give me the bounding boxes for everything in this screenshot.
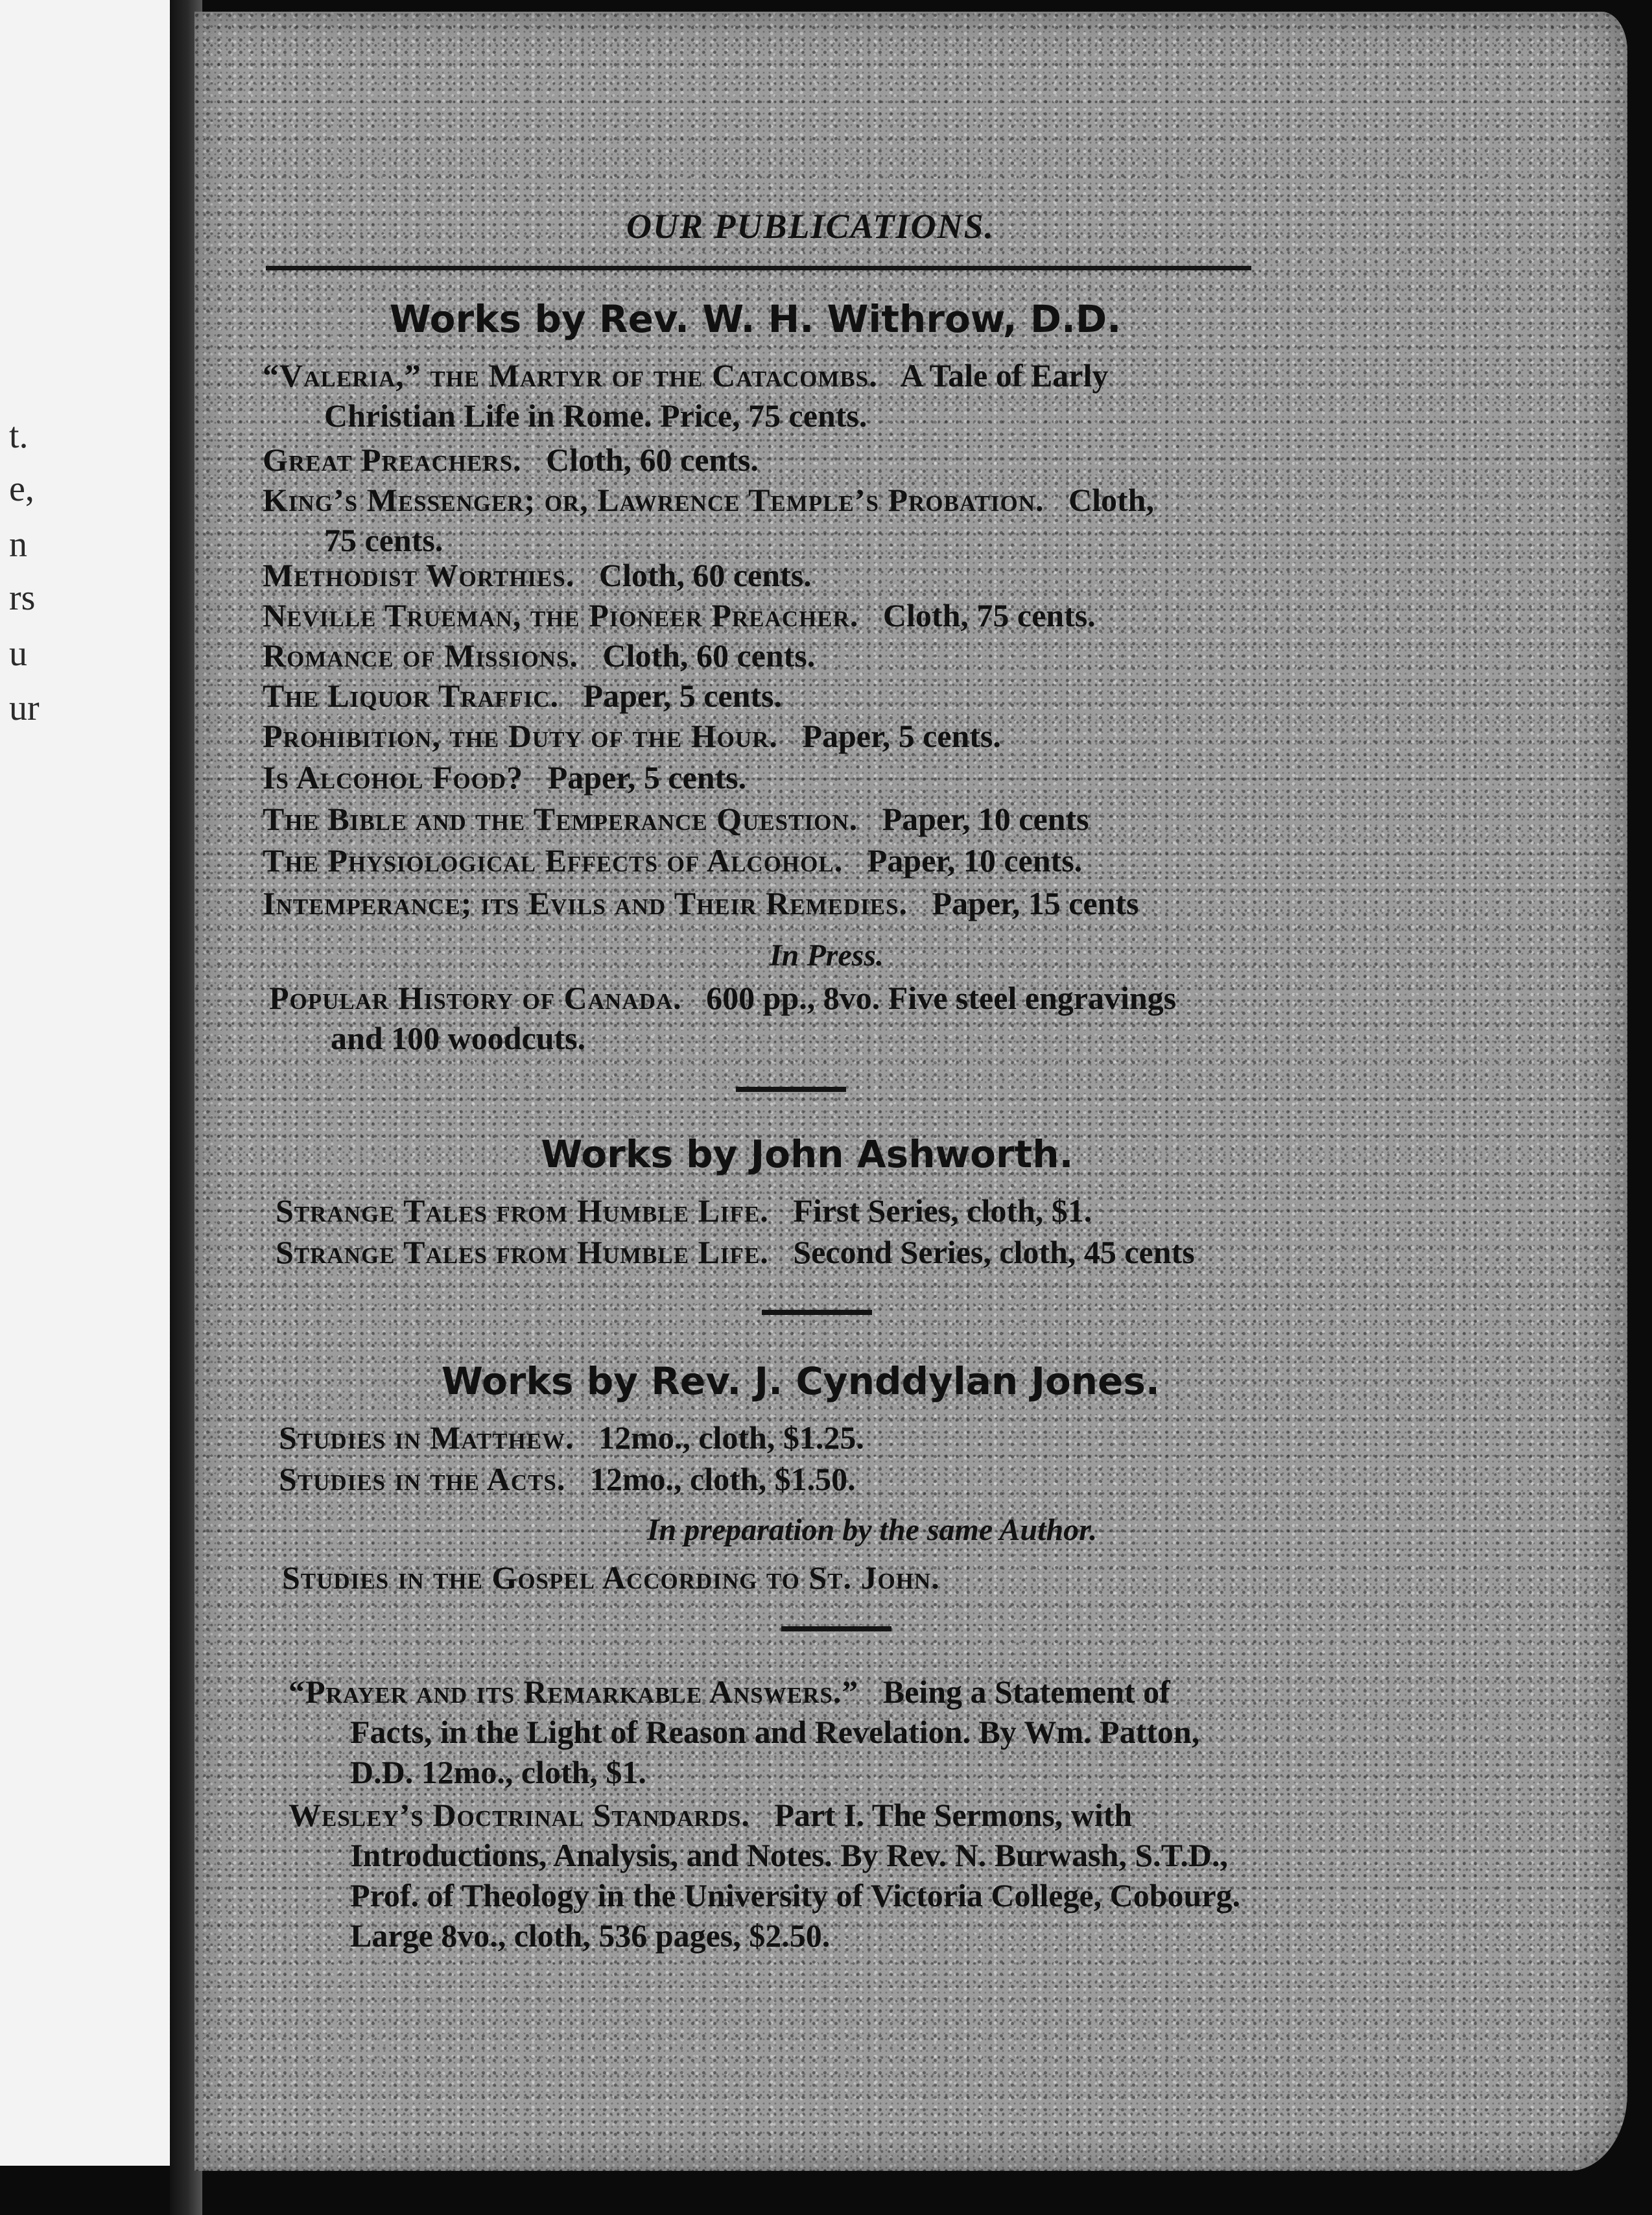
entry-title: Prohibition, the Duty of the Hour. <box>263 718 778 754</box>
running-head: OUR PUBLICATIONS. <box>626 207 995 246</box>
list-item <box>263 635 1456 676</box>
entry-title: Neville Trueman, the Pioneer Preacher. <box>263 597 859 634</box>
entry-desc: Cloth, 60 cents. <box>602 637 816 674</box>
list-item <box>263 555 1456 595</box>
entry-desc: 600 pp., 8vo. Five steel engravings <box>706 980 1177 1016</box>
facing-text-fragment: ur <box>9 688 40 728</box>
entry-title: “Valeria,” the Martyr of the Catacombs. <box>263 357 878 394</box>
list-item <box>263 676 1456 716</box>
entry-desc: Part I. The Sermons, with <box>774 1797 1133 1833</box>
entry-continuation: Introductions, Analysis, and Notes. By Rev. N. Burwash, S.T.D., <box>350 1837 1228 1873</box>
facing-text-fragment: u <box>9 634 27 674</box>
list-item <box>263 883 1456 923</box>
entry-desc: Cloth, 75 cents. <box>882 597 1096 634</box>
entry-desc: Paper, 15 cents <box>932 885 1139 921</box>
list-item <box>276 1190 1469 1231</box>
entry-continuation: Christian Life in Rome. Price, 75 cents. <box>324 397 867 434</box>
section-title-jones: Works by Rev. J. Cynddylan Jones. <box>442 1359 1160 1403</box>
entry-title: Romance of Missions. <box>263 637 578 674</box>
facing-text-fragment: e, <box>9 469 34 509</box>
facing-text-fragment: n <box>9 525 27 565</box>
header-rule <box>266 266 1251 270</box>
entry-continuation: Facts, in the Light of Reason and Revelation. By Wm. Patton, <box>350 1714 1200 1750</box>
entry-desc: Being a Statement of <box>882 1674 1170 1710</box>
facing-text-fragment: rs <box>9 578 36 618</box>
entry-continuation: Large 8vo., cloth, 536 pages, $2.50. <box>350 1917 831 1954</box>
entry-title: Popular History of Canada. <box>269 980 682 1016</box>
cover-page <box>195 12 1627 2171</box>
entry-title: The Liquor Traffic. <box>263 678 560 714</box>
entry-desc: Cloth, 60 cents. <box>598 557 812 593</box>
in-preparation-label: In preparation by the same Author. <box>646 1513 1098 1547</box>
entry-desc: 12mo., cloth, $1.25. <box>598 1419 864 1456</box>
list-item <box>263 840 1456 881</box>
list-item <box>289 1795 1481 1956</box>
entry-title: Studies in the Gospel According to St. John. <box>282 1559 940 1596</box>
entry-desc: Second Series, cloth, 45 cents <box>793 1234 1195 1270</box>
entry-desc: Paper, 5 cents. <box>802 718 1001 754</box>
list-item <box>279 1417 1472 1458</box>
section-title-withrow: Works by Rev. W. H. Withrow, D.D. <box>389 297 1122 341</box>
in-press-label: In Press. <box>769 938 884 973</box>
section-title-ashworth: Works by John Ashworth. <box>541 1132 1074 1176</box>
entry-title: The Bible and the Temperance Question. <box>263 801 858 837</box>
entry-title: Strange Tales from Humble Life. <box>276 1192 769 1229</box>
section-divider <box>736 1087 846 1092</box>
entry-continuation: 75 cents. <box>324 522 443 558</box>
list-item <box>289 1672 1481 1792</box>
entry-desc: First Series, cloth, $1. <box>793 1192 1092 1229</box>
entry-desc: A Tale of Early <box>900 357 1109 394</box>
facing-text-fragment: t. <box>9 416 29 456</box>
entry-continuation: Prof. of Theology in the University of Victoria College, Cobourg. <box>350 1877 1241 1913</box>
entry-title: Studies in the Acts. <box>279 1461 566 1497</box>
entry-title: Great Preachers. <box>263 442 522 478</box>
list-item <box>263 716 1456 756</box>
list-item <box>263 757 1456 798</box>
entry-desc: Paper, 5 cents. <box>583 678 782 714</box>
entry-title: Studies in Matthew. <box>279 1419 574 1456</box>
facing-page <box>0 0 174 2166</box>
entry-desc: Cloth, 60 cents. <box>546 442 759 478</box>
entry-title: Is Alcohol Food? <box>263 759 524 796</box>
list-item <box>263 480 1456 560</box>
entry-title: King’s Messenger; or, Lawrence Temple’s Probation. <box>263 482 1044 518</box>
entry-title: Intemperance; its Evils and Their Remedies. <box>263 885 908 921</box>
list-item <box>263 595 1456 635</box>
entry-desc: Paper, 10 cents <box>882 801 1089 837</box>
section-divider <box>781 1626 891 1631</box>
entry-title: Wesley’s Doctrinal Standards. <box>289 1797 750 1833</box>
list-item <box>269 978 1462 1058</box>
entry-title: “Prayer and its Remarkable Answers.” <box>289 1674 859 1710</box>
list-item <box>263 440 1456 480</box>
list-item <box>276 1232 1469 1272</box>
entry-desc: Paper, 10 cents. <box>867 842 1083 879</box>
entry-title: Strange Tales from Humble Life. <box>276 1234 769 1270</box>
section-divider <box>762 1310 872 1315</box>
list-item <box>279 1459 1472 1499</box>
entry-title: The Physiological Effects of Alcohol. <box>263 842 844 879</box>
entry-desc: Paper, 5 cents. <box>547 759 747 796</box>
entry-title: Methodist Worthies. <box>263 557 575 593</box>
list-item <box>282 1558 1475 1598</box>
list-item <box>263 355 1456 436</box>
entry-desc: Cloth, <box>1068 482 1154 518</box>
entry-continuation: and 100 woodcuts. <box>331 1020 586 1056</box>
list-item <box>263 799 1456 839</box>
entry-desc: 12mo., cloth, $1.50. <box>589 1461 856 1497</box>
entry-continuation: D.D. 12mo., cloth, $1. <box>350 1754 646 1790</box>
